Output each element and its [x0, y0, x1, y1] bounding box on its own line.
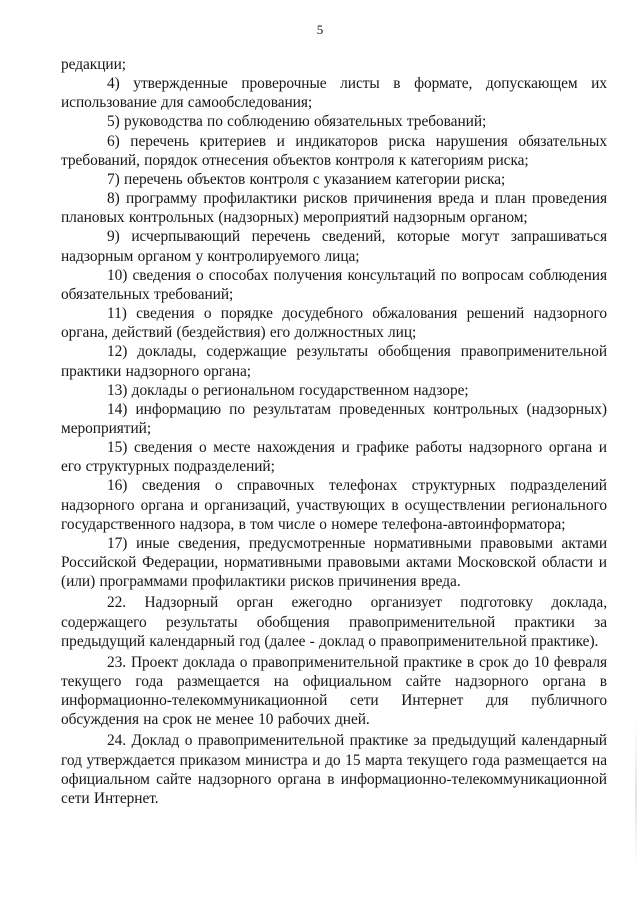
list-item-7: 7) перечень объектов контроля с указанием категории риска;: [107, 170, 506, 188]
list-item-16: 16) сведения о справочных телефонах структурных подразделений надзорного органа и организаций, участвующих в осуществлении регионального государственного надзора, в том числе о номере телефона-автоинформатора;: [61, 477, 607, 533]
list-item-10: 10) сведения о способах получения консультаций по вопросам соблюдения обязательных требований;: [61, 266, 607, 303]
list-item-12: 12) доклады, содержащие результаты обобщения правоприменительной практики надзорного органа;: [61, 343, 607, 380]
list-item-6: 6) перечень критериев и индикаторов риска нарушения обязательных требований, порядок отнесения объектов контроля к категориям риска;: [61, 132, 607, 169]
list-item-17: 17) иные сведения, предусмотренные нормативными правовыми актами Российской Федерации, нормативными правовыми актами Московской области и (или) программами профилактики рисков причинения вреда.: [61, 534, 607, 591]
document-body: [61, 55, 607, 808]
list-item-8: 8) программу профилактики рисков причинения вреда и план проведения плановых контрольных (надзорных) мероприятий надзорным органом;: [61, 190, 607, 227]
page-number: 5: [316, 22, 324, 37]
list-item-4: 4) утвержденные проверочные листы в формате, допускающем их использование для самообследования;: [61, 75, 607, 112]
paragraph-continuation: редакции;: [61, 56, 126, 73]
clause-24: 24. Доклад о правоприменительной практике за предыдущий календарный год утверждается приказом министра и до 15 марта текущего года размещается на официальном сайте надзорного органа в информационно-телекоммуникационной сети Интернет.: [61, 732, 607, 807]
clause-23: 23. Проект доклада о правоприменительной практике в срок до 10 февраля текущего года размещается на официальном сайте надзорного органа в информационно-телекоммуникационной сети Интернет для публичного обсуждения на срок не менее 10 рабочих дней.: [61, 653, 607, 729]
list-item-13: 13) доклады о региональном государственном надзоре;: [107, 381, 469, 399]
list-item-5: 5) руководства по соблюдению обязательных требований;: [107, 113, 487, 131]
scan-edge-shadow: [635, 720, 637, 870]
list-item-15: 15) сведения о месте нахождения и графике работы надзорного органа и его структурных подразделений;: [61, 439, 607, 476]
list-item-14: 14) информацию по результатам проведенных контрольных (надзорных) мероприятий;: [61, 400, 607, 437]
clause-22: 22. Надзорный орган ежегодно организует подготовку доклада, содержащего результаты обобщения правоприменительной практики за предыдущий календарный год (далее - доклад о правоприменительной практике).: [61, 594, 607, 650]
list-item-9: 9) исчерпывающий перечень сведений, которые могут запрашиваться надзорным органом у контролируемого лица;: [61, 228, 607, 265]
list-item-11: 11) сведения о порядке досудебного обжалования решений надзорного органа, действий (бездействия) его должностных лиц;: [61, 305, 607, 342]
